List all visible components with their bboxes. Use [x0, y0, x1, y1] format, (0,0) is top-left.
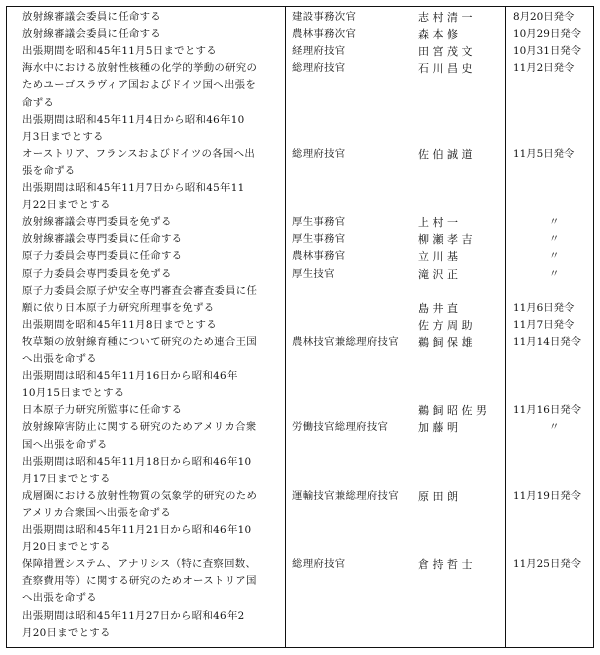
row-content: 牧草類の放射線育種について研究のため連合王国 — [22, 335, 257, 348]
row-name: 加 藤 明 — [418, 421, 458, 435]
row-content: ためユーゴスラヴィア国およびドイツ国へ出張を — [22, 79, 257, 92]
row-content: 放射線審議会専門委員を免ずる — [22, 216, 172, 229]
row-title: 建設事務次官 — [292, 11, 357, 23]
row-name: 倉 持 哲 士 — [418, 558, 473, 572]
row-content: 出張期間は昭和45年11月16日から昭和46年 — [22, 370, 238, 383]
row-content: 出張期間は昭和45年11月27日から昭和46年2 — [22, 609, 245, 622]
row-content: 海水中における放射性核種の化学的挙動の研究の — [22, 62, 258, 75]
row-name: 鵜 飼 昭 佐 男 — [418, 404, 487, 418]
row-content: 原子力委員会専門委員に任命する — [22, 250, 183, 263]
row-date: 〃 — [549, 216, 560, 229]
row-content: 日本原子力研究所監事に任命する — [22, 404, 183, 417]
row-date: 11月25日発令 — [513, 558, 582, 571]
row-title: 農林事務官 — [292, 250, 346, 263]
row-name: 志 村 清 一 — [418, 11, 473, 24]
row-content: 出張期間は昭和45年11月7日から昭和45年11 — [22, 182, 245, 194]
row-date: 〃 — [549, 233, 560, 246]
row-content: 保障措置システム、アナリシス（特に査察回数、 — [22, 558, 257, 571]
row-title: 厚生技官 — [292, 267, 335, 280]
row-name: 滝 沢 正 — [418, 267, 458, 281]
row-content: 出張期間は昭和45年11月18日から昭和46年10 — [22, 455, 252, 468]
row-date: 11月5日発令 — [513, 147, 575, 160]
row-content: 放射線審議会委員に任命する — [22, 28, 161, 41]
row-content: 10月15日までとする — [22, 387, 125, 400]
row-date: 11月7日発令 — [513, 318, 575, 331]
row-date: 11月19日発令 — [513, 489, 582, 502]
row-title: 経理府技官 — [292, 45, 346, 58]
row-date: 8月20日発令 — [513, 11, 575, 23]
row-content: へ出張を命ずる — [22, 592, 97, 605]
column-divider-date — [505, 6, 506, 648]
row-content: 国へ出張を命ずる — [22, 438, 108, 451]
row-content: 月17日までとする — [22, 472, 111, 485]
row-name: 柳 瀬 孝 吉 — [418, 233, 473, 247]
row-content: 放射線審議会委員に任命する — [22, 11, 161, 23]
row-title: 総理府技官 — [292, 147, 346, 160]
row-content: 放射線審議会専門委員に任命する — [22, 233, 183, 246]
row-title: 農林事務次官 — [292, 28, 357, 41]
row-content: 出張期間は昭和45年11月4日から昭和46年10 — [22, 113, 245, 126]
row-name: 島 井 直 — [418, 301, 458, 315]
row-title: 厚生事務官 — [292, 216, 346, 229]
row-date: 〃 — [549, 250, 560, 263]
row-date: 11月2日発令 — [513, 62, 575, 75]
row-title: 総理府技官 — [292, 558, 346, 571]
row-date: 11月16日発令 — [513, 404, 582, 417]
row-name: 上 村 一 — [418, 216, 458, 230]
row-content: 願に依り日本原子力研究所理事を免ずる — [22, 301, 215, 314]
row-name: 森 本 修 — [418, 28, 458, 42]
row-title: 運輸技官兼総理府技官 — [292, 489, 399, 502]
row-content: 月20日までとする — [22, 626, 111, 639]
row-name: 石 川 昌 史 — [418, 62, 473, 76]
row-date: 11月14日発令 — [513, 335, 582, 348]
row-content: オーストリア、フランスおよびドイツの各国へ出 — [22, 147, 256, 160]
row-name: 立 川 基 — [418, 250, 458, 264]
row-content: 命ずる — [22, 96, 55, 109]
row-content: 放射線障害防止に関する研究のためアメリカ合衆 — [22, 421, 257, 434]
column-divider-title — [285, 6, 286, 648]
row-date: 10月29日発令 — [513, 28, 582, 41]
row-content: 出張期間は昭和45年11月21日から昭和46年10 — [22, 524, 252, 536]
row-name: 佐 方 周 助 — [418, 318, 473, 332]
row-title: 総理府技官 — [292, 62, 346, 75]
row-name: 佐 伯 誠 道 — [418, 147, 473, 161]
row-content: 月22日までとする — [22, 199, 111, 212]
row-title: 厚生事務官 — [292, 233, 346, 246]
row-content: 張を命ずる — [22, 164, 76, 177]
row-title: 労働技官総理府技官 — [292, 421, 389, 434]
row-content: 月20日までとする — [22, 541, 111, 554]
row-content: 原子力委員会原子炉安全専門審査会審査委員に任 — [22, 284, 258, 297]
row-name: 鵜 飼 保 雄 — [418, 335, 473, 349]
row-name: 原 田 朗 — [418, 489, 458, 503]
row-content: 出張期間を昭和45年11月8日までとする — [22, 318, 217, 331]
row-content: 成層圏における放射性物質の気象学的研究のため — [22, 489, 258, 502]
row-content: 出張期間を昭和45年11月5日までとする — [22, 45, 217, 58]
row-title: 農林技官兼総理府技官 — [292, 335, 399, 348]
row-date: 〃 — [549, 267, 560, 280]
row-name: 田 宮 茂 文 — [418, 45, 473, 59]
row-content: へ出張を命ずる — [22, 353, 97, 365]
row-content: 原子力委員会専門委員を免ずる — [22, 267, 172, 280]
row-date: 〃 — [549, 421, 560, 434]
row-date: 11月6日発令 — [513, 301, 575, 314]
row-content: 査察費用等）に関する研究のためオーストリア国 — [22, 575, 257, 588]
row-content: アメリカ合衆国へ出張を命ずる — [22, 506, 171, 519]
row-date: 10月31日発令 — [513, 45, 582, 58]
row-content: 月3日までとする — [22, 130, 104, 143]
